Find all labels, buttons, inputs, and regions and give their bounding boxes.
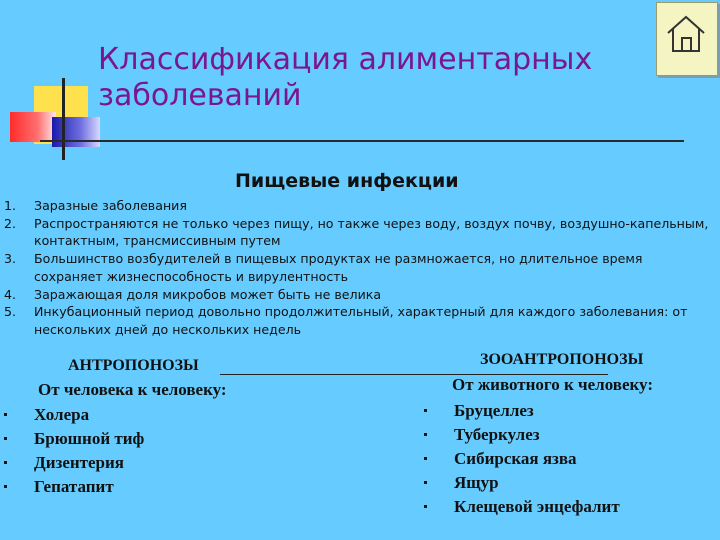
disease-name: Сибирская язва [454,449,577,468]
properties-list [4,197,709,339]
list-item [4,475,144,499]
list-item [424,447,620,471]
bullet [424,457,427,460]
list-item [424,471,620,495]
property-text: Большинство возбудителей в пищевых продуктах не размножается, но длительное время сохраняет жизнеспособность и вирулентность [34,251,643,284]
disease-name: Ящур [454,473,499,492]
anthroponoses-subheading: От человека к человеку: [38,380,227,399]
property-number: 1. [4,198,17,213]
property-item [4,303,709,338]
property-number: 3. [4,251,17,267]
property-text: Заразные заболевания [34,198,187,213]
decor-red-square [10,112,56,142]
bullet [4,437,7,440]
bullet [4,413,7,416]
home-button[interactable] [656,2,718,76]
list-item [424,423,620,447]
disease-name: Холера [34,405,90,424]
zooanthroponoses-list [424,399,620,519]
list-item [424,495,620,519]
bullet [424,481,427,484]
property-item [4,250,709,285]
slide-subtitle: Пищевые инфекции [235,170,459,192]
bullet [4,461,7,464]
home-icon [665,13,707,57]
title-underline [40,140,684,142]
property-text: Распространяются не только через пищу, но также через воду, воздух почву, воздушно-капельным, контактным, трансмиссивным путем [34,215,709,249]
disease-name: Гепатапит [34,477,114,496]
property-text: Заражающая доля микробов может быть не велика [34,286,382,302]
property-item [4,197,709,215]
property-number: 4. [4,286,17,302]
zooanthroponoses-subheading: От животного к человеку: [452,375,653,394]
decor-blue-square [52,117,100,147]
list-item [4,451,144,475]
anthroponoses-list [4,403,144,499]
bullet [424,409,427,412]
zooanthroponoses-heading: ЗООАНТРОПОНОЗЫ [480,351,644,368]
bullet [424,505,427,508]
disease-name: Брюшной тиф [34,429,145,448]
list-item [4,403,144,427]
list-item [424,399,620,423]
list-item [4,427,144,451]
anthroponoses-heading: АНТРОПОНОЗЫ [68,357,199,374]
property-text: Инкубационный период довольно продолжительный, характерный для каждого заболевания: от нескольких дней до нескольких недель [34,304,688,337]
disease-name: Бруцеллез [454,401,534,420]
bullet [424,433,427,436]
disease-name: Клещевой энцефалит [454,497,620,516]
decor-vertical-line [62,78,65,160]
bullet [4,485,7,488]
slide-title: Классификация алиментарных заболеваний [98,42,593,113]
property-number: 5. [4,304,17,320]
property-item [4,286,709,304]
disease-name: Дизентерия [34,453,125,472]
property-item [4,215,709,250]
property-number: 2. [4,215,17,231]
disease-name: Туберкулез [454,425,540,444]
